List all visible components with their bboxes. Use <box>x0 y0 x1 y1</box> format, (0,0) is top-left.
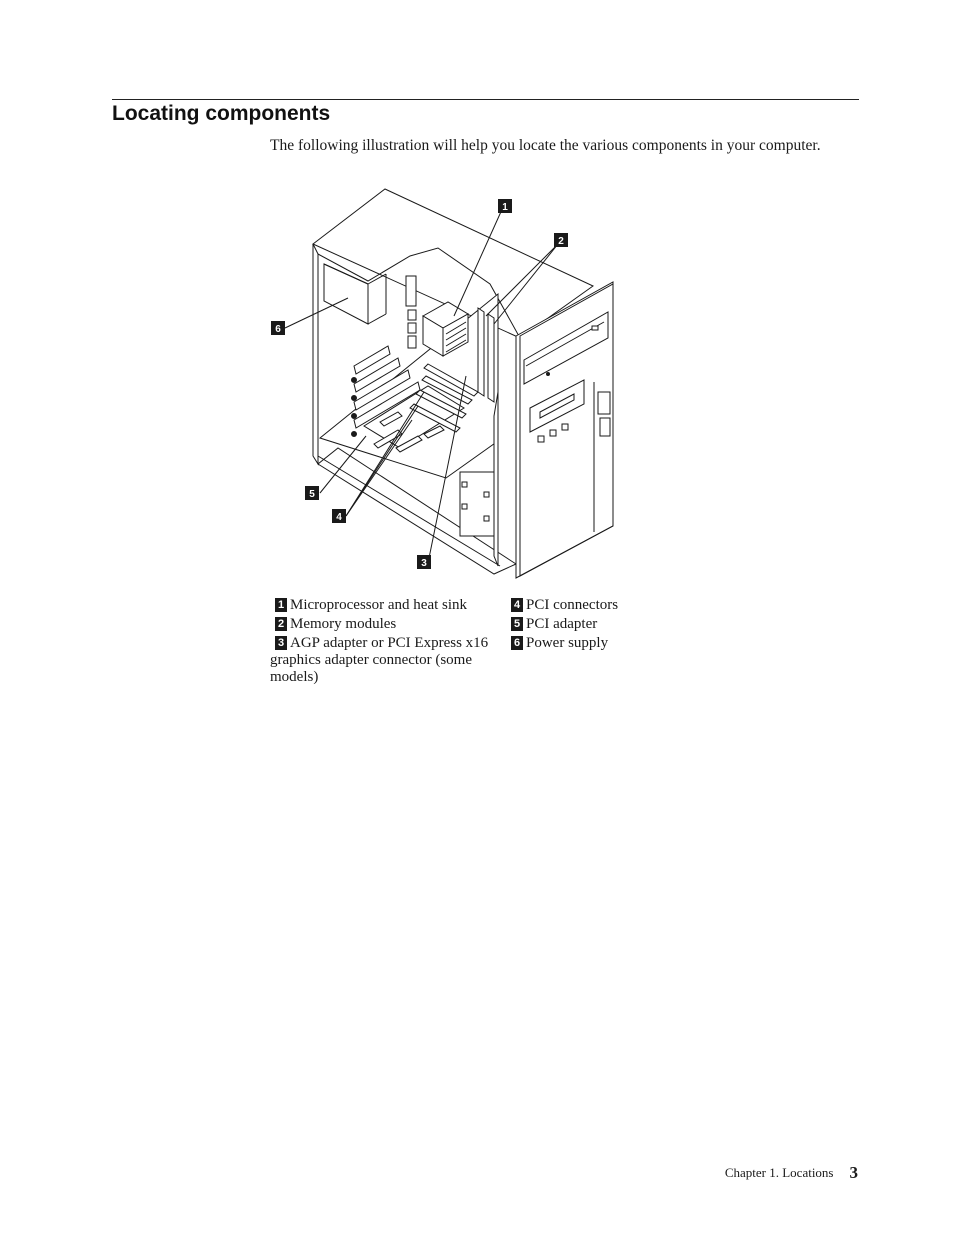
cabinet-back-panel <box>313 244 318 464</box>
legend-label: Power supply <box>526 635 609 651</box>
svg-text:4: 4 <box>336 512 342 523</box>
legend-item <box>506 634 646 653</box>
legend-number-badge: 4 <box>511 598 523 612</box>
page-number: 3 <box>849 1163 858 1182</box>
callout-1 <box>498 199 512 213</box>
power-supply-box <box>324 264 368 324</box>
legend-item <box>270 635 490 686</box>
legend-column-left <box>270 596 490 686</box>
callout-5 <box>305 486 319 500</box>
legend-label: Memory modules <box>290 616 397 632</box>
legend-label: PCI adapter <box>526 616 598 632</box>
section-rule <box>112 99 859 100</box>
legend-item <box>506 615 646 634</box>
svg-text:6: 6 <box>275 324 281 335</box>
section-title: Locating components <box>112 102 331 125</box>
legend-column-right <box>506 596 646 653</box>
legend-number-badge: 1 <box>275 598 287 612</box>
legend-number-badge: 5 <box>511 617 523 631</box>
legend-label: AGP adapter or PCI Express x16 graphics adapter connector (some models) <box>270 635 489 685</box>
callout-3 <box>417 555 431 569</box>
svg-text:1: 1 <box>502 202 508 213</box>
svg-text:5: 5 <box>309 489 315 500</box>
legend-item <box>270 615 490 634</box>
callout-4 <box>332 509 346 523</box>
callout-6 <box>271 321 285 335</box>
legend-label: Microprocessor and heat sink <box>290 597 468 613</box>
svg-text:3: 3 <box>421 558 427 569</box>
page-footer <box>725 1163 858 1183</box>
drive-cage <box>494 392 498 566</box>
legend-item <box>270 596 490 615</box>
intro-paragraph: The following illustration will help you locate the various components in your computer. <box>270 137 821 154</box>
footer-chapter-title: Chapter 1. Locations <box>724 1165 834 1180</box>
legend-item <box>506 596 646 615</box>
legend-number-badge: 3 <box>275 636 287 650</box>
computer-components-illustration <box>268 186 628 581</box>
legend-label: PCI connectors <box>526 597 619 613</box>
callout-2 <box>554 233 568 247</box>
legend-number-badge: 6 <box>511 636 523 650</box>
svg-text:2: 2 <box>558 236 564 247</box>
motherboard <box>320 294 498 478</box>
legend-number-badge: 2 <box>275 617 287 631</box>
